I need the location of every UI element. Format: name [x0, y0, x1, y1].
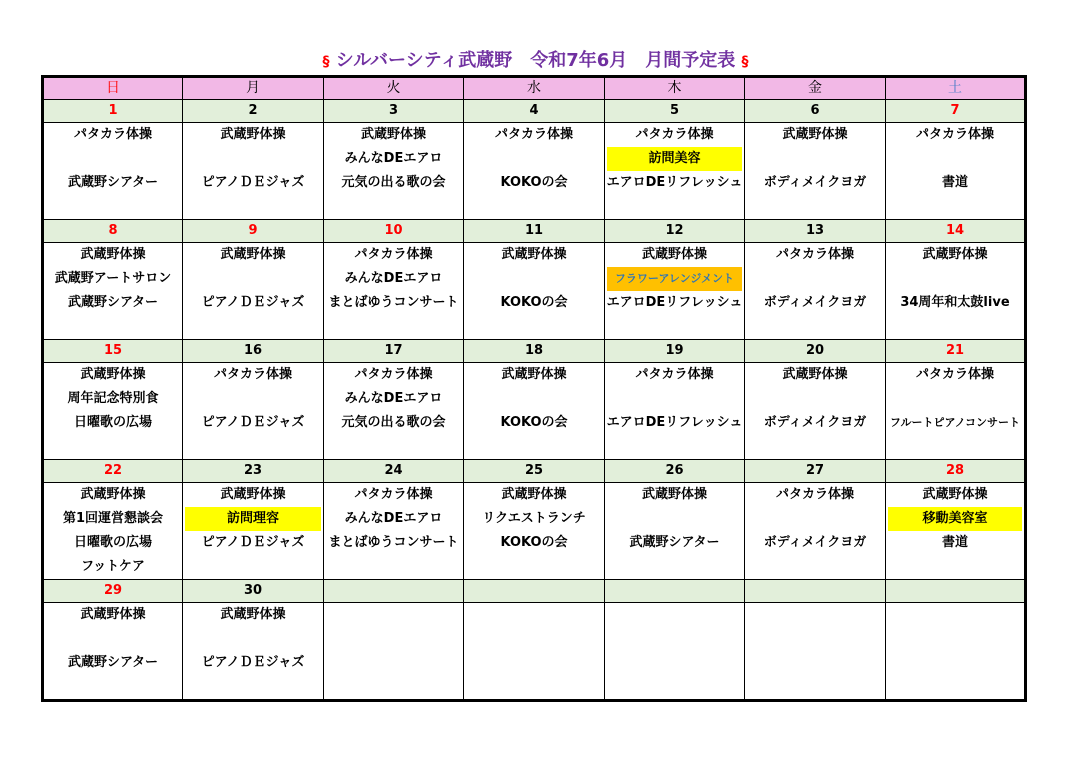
date-row: [43, 580, 1026, 603]
weekday-sun: 日: [43, 77, 183, 100]
day-events-cell: [886, 483, 1026, 580]
event-item: 武蔵野体操: [782, 367, 848, 382]
events-row: [43, 123, 1026, 220]
day-events-cell: [43, 603, 183, 701]
event-item: [324, 315, 463, 339]
weekday-header-row: [43, 77, 1026, 100]
event-item: [44, 195, 182, 219]
event-item: [605, 195, 744, 219]
day-events-cell: [183, 483, 324, 580]
calendar-table: [41, 75, 1027, 702]
event-item: みんなDEエアロ: [344, 151, 443, 166]
event-item: [745, 195, 885, 219]
event-item: [745, 651, 885, 675]
day-events-cell: [605, 483, 745, 580]
event-item: まとばゆうコンサート: [328, 295, 459, 310]
event-item: [183, 147, 323, 171]
event-item: みんなDEエアロ: [344, 391, 443, 406]
event-item: 武蔵野シアター: [67, 655, 159, 670]
day-events-cell: [745, 363, 886, 460]
event-item: 訪問理容: [185, 507, 321, 531]
event-item: 武蔵野体操: [501, 247, 567, 262]
event-item: KOKOの会: [500, 415, 568, 430]
day-events-cell: [464, 603, 605, 701]
day-events-cell: [183, 123, 324, 220]
event-item: パタカラ体操: [775, 487, 854, 502]
event-item: [44, 435, 182, 459]
event-item: ピアノＤＥジャズ: [201, 295, 305, 310]
event-item: 武蔵野体操: [501, 487, 567, 502]
event-item: パタカラ体操: [915, 367, 994, 382]
event-item: [464, 555, 604, 579]
event-item: [44, 315, 182, 339]
weekday-mon: 月: [183, 77, 324, 100]
event-item: [605, 315, 744, 339]
date-cell: 6: [745, 100, 886, 123]
event-item: 周年記念特別食: [67, 391, 159, 406]
event-item: フルートピアノコンサート: [889, 416, 1021, 429]
event-item: 武蔵野体操: [922, 487, 988, 502]
day-events-cell: [745, 243, 886, 340]
event-item: [605, 603, 744, 627]
event-item: 武蔵野体操: [360, 127, 426, 142]
day-events-cell: [324, 483, 464, 580]
event-item: [886, 387, 1024, 411]
event-item: エアロDEリフレッシュ: [606, 175, 743, 190]
event-item: みんなDEエアロ: [344, 271, 443, 286]
event-item: [605, 555, 744, 579]
day-events-cell: [745, 603, 886, 701]
day-events-cell: [183, 603, 324, 701]
event-item: [464, 315, 604, 339]
date-cell: 29: [43, 580, 183, 603]
event-item: [44, 675, 182, 699]
date-cell: 14: [886, 220, 1026, 243]
day-events-cell: [43, 243, 183, 340]
event-item: ボディメイクヨガ: [763, 535, 867, 550]
date-cell: 8: [43, 220, 183, 243]
event-item: パタカラ体操: [635, 127, 714, 142]
event-item: [745, 387, 885, 411]
date-row: [43, 220, 1026, 243]
date-cell: 28: [886, 460, 1026, 483]
event-item: [886, 315, 1024, 339]
events-row: [43, 243, 1026, 340]
event-item: [886, 555, 1024, 579]
event-item: [183, 195, 323, 219]
event-item: パタカラ体操: [915, 127, 994, 142]
event-item: [745, 435, 885, 459]
event-item: 武蔵野体操: [782, 127, 848, 142]
event-item: [324, 651, 463, 675]
event-item: [886, 195, 1024, 219]
event-item: パタカラ体操: [635, 367, 714, 382]
event-item: [44, 627, 182, 651]
event-item: [605, 507, 744, 531]
date-cell: 1: [43, 100, 183, 123]
date-cell: [745, 580, 886, 603]
day-events-cell: [43, 363, 183, 460]
date-cell: [605, 580, 745, 603]
event-item: [183, 315, 323, 339]
date-cell: 15: [43, 340, 183, 363]
event-item: [183, 387, 323, 411]
event-item: [464, 267, 604, 291]
event-item: [464, 147, 604, 171]
event-item: エアロDEリフレッシュ: [606, 295, 743, 310]
event-item: みんなDEエアロ: [344, 511, 443, 526]
event-item: フラワーアレンジメント: [607, 267, 742, 291]
day-events-cell: [43, 483, 183, 580]
event-item: [886, 675, 1024, 699]
event-item: [745, 603, 885, 627]
event-item: 書道: [941, 175, 968, 190]
event-item: [605, 675, 744, 699]
event-item: [183, 627, 323, 651]
event-item: 第1回運営懇談会: [62, 511, 164, 526]
date-cell: [324, 580, 464, 603]
event-item: [464, 651, 604, 675]
date-cell: 2: [183, 100, 324, 123]
event-item: [605, 627, 744, 651]
date-row: [43, 340, 1026, 363]
event-item: KOKOの会: [500, 535, 568, 550]
event-item: 武蔵野体操: [220, 607, 286, 622]
event-item: 武蔵野体操: [641, 487, 707, 502]
event-item: 武蔵野体操: [80, 367, 146, 382]
date-cell: [464, 580, 605, 603]
date-cell: 30: [183, 580, 324, 603]
event-item: [324, 435, 463, 459]
day-events-cell: [605, 123, 745, 220]
event-item: エアロDEリフレッシュ: [606, 415, 743, 430]
weekday-sat: 土: [886, 77, 1026, 100]
date-cell: 12: [605, 220, 745, 243]
event-item: [464, 603, 604, 627]
event-item: 訪問美容: [607, 147, 742, 171]
day-events-cell: [886, 243, 1026, 340]
event-item: [605, 387, 744, 411]
title-text: シルバーシティ武蔵野 令和7年6月 月間予定表: [335, 50, 736, 71]
event-item: [886, 627, 1024, 651]
events-row: [43, 363, 1026, 460]
event-item: パタカラ体操: [213, 367, 292, 382]
event-item: [324, 555, 463, 579]
date-cell: 26: [605, 460, 745, 483]
event-item: ボディメイクヨガ: [763, 415, 867, 430]
event-item: 武蔵野体操: [922, 247, 988, 262]
day-events-cell: [886, 363, 1026, 460]
event-item: [464, 627, 604, 651]
weekday-thu: 木: [605, 77, 745, 100]
date-cell: 25: [464, 460, 605, 483]
day-events-cell: [183, 363, 324, 460]
date-cell: 10: [324, 220, 464, 243]
date-cell: 27: [745, 460, 886, 483]
event-item: 武蔵野体操: [220, 487, 286, 502]
event-item: [886, 147, 1024, 171]
event-item: 移動美容室: [888, 507, 1022, 531]
page-title: [0, 46, 1071, 76]
events-row: [43, 603, 1026, 701]
event-item: ピアノＤＥジャズ: [201, 655, 305, 670]
event-item: 武蔵野体操: [80, 487, 146, 502]
event-item: パタカラ体操: [354, 247, 433, 262]
event-item: [886, 267, 1024, 291]
event-item: 元気の出る歌の会: [341, 175, 446, 190]
event-item: [183, 435, 323, 459]
event-item: [745, 147, 885, 171]
date-cell: 17: [324, 340, 464, 363]
event-item: 元気の出る歌の会: [341, 415, 446, 430]
date-cell: 23: [183, 460, 324, 483]
event-item: [464, 387, 604, 411]
date-row: [43, 460, 1026, 483]
date-cell: 19: [605, 340, 745, 363]
event-item: ボディメイクヨガ: [763, 295, 867, 310]
date-cell: 18: [464, 340, 605, 363]
event-item: [745, 555, 885, 579]
day-events-cell: [886, 123, 1026, 220]
day-events-cell: [43, 123, 183, 220]
event-item: ピアノＤＥジャズ: [201, 175, 305, 190]
event-item: [886, 651, 1024, 675]
day-events-cell: [605, 243, 745, 340]
date-cell: 13: [745, 220, 886, 243]
day-events-cell: [745, 123, 886, 220]
event-item: [183, 555, 323, 579]
event-item: 武蔵野シアター: [67, 175, 159, 190]
event-item: パタカラ体操: [73, 127, 152, 142]
date-cell: 21: [886, 340, 1026, 363]
event-item: KOKOの会: [500, 295, 568, 310]
event-item: [745, 315, 885, 339]
event-item: 日曜歌の広場: [73, 535, 152, 550]
events-row: [43, 483, 1026, 580]
event-item: まとばゆうコンサート: [328, 535, 459, 550]
date-cell: 3: [324, 100, 464, 123]
event-item: [183, 267, 323, 291]
event-item: [183, 675, 323, 699]
event-item: ピアノＤＥジャズ: [201, 415, 305, 430]
event-item: [464, 675, 604, 699]
date-cell: [886, 580, 1026, 603]
date-cell: 5: [605, 100, 745, 123]
event-item: ピアノＤＥジャズ: [201, 535, 305, 550]
event-item: 武蔵野体操: [80, 247, 146, 262]
event-item: パタカラ体操: [494, 127, 573, 142]
date-cell: 7: [886, 100, 1026, 123]
event-item: [324, 627, 463, 651]
event-item: [745, 627, 885, 651]
event-item: 武蔵野シアター: [629, 535, 720, 550]
event-item: パタカラ体操: [354, 487, 433, 502]
day-events-cell: [464, 363, 605, 460]
date-cell: 22: [43, 460, 183, 483]
event-item: [745, 507, 885, 531]
event-item: 武蔵野体操: [220, 127, 286, 142]
event-item: 武蔵野アートサロン: [54, 271, 172, 286]
event-item: 武蔵野体操: [641, 247, 707, 262]
day-events-cell: [745, 483, 886, 580]
event-item: [464, 435, 604, 459]
date-cell: 9: [183, 220, 324, 243]
day-events-cell: [324, 243, 464, 340]
day-events-cell: [605, 603, 745, 701]
event-item: [886, 603, 1024, 627]
day-events-cell: [324, 603, 464, 701]
date-cell: 20: [745, 340, 886, 363]
event-item: [745, 267, 885, 291]
event-item: フットケア: [81, 559, 145, 574]
day-events-cell: [324, 363, 464, 460]
day-events-cell: [464, 243, 605, 340]
day-events-cell: [183, 243, 324, 340]
event-item: 武蔵野シアター: [67, 295, 159, 310]
weekday-wed: 水: [464, 77, 605, 100]
event-item: [745, 675, 885, 699]
date-cell: 16: [183, 340, 324, 363]
date-cell: 24: [324, 460, 464, 483]
weekday-fri: 金: [745, 77, 886, 100]
event-item: [44, 147, 182, 171]
event-item: [324, 603, 463, 627]
event-item: 武蔵野体操: [80, 607, 146, 622]
event-item: 武蔵野体操: [220, 247, 286, 262]
date-cell: 11: [464, 220, 605, 243]
event-item: 34周年和太鼓live: [900, 295, 1010, 310]
day-events-cell: [605, 363, 745, 460]
date-cell: 4: [464, 100, 605, 123]
event-item: KOKOの会: [500, 175, 568, 190]
weekday-tue: 火: [324, 77, 464, 100]
event-item: 書道: [941, 535, 968, 550]
event-item: [605, 651, 744, 675]
section-mark-right: §: [741, 54, 749, 70]
event-item: [886, 435, 1024, 459]
event-item: [464, 195, 604, 219]
day-events-cell: [464, 123, 605, 220]
event-item: [324, 675, 463, 699]
event-item: 武蔵野体操: [501, 367, 567, 382]
event-item: [324, 195, 463, 219]
section-mark-left: §: [322, 54, 330, 70]
event-item: 日曜歌の広場: [73, 415, 152, 430]
event-item: [605, 435, 744, 459]
event-item: リクエストランチ: [482, 511, 586, 526]
event-item: パタカラ体操: [775, 247, 854, 262]
date-row: [43, 100, 1026, 123]
day-events-cell: [886, 603, 1026, 701]
day-events-cell: [464, 483, 605, 580]
event-item: ボディメイクヨガ: [763, 175, 867, 190]
day-events-cell: [324, 123, 464, 220]
event-item: パタカラ体操: [354, 367, 433, 382]
